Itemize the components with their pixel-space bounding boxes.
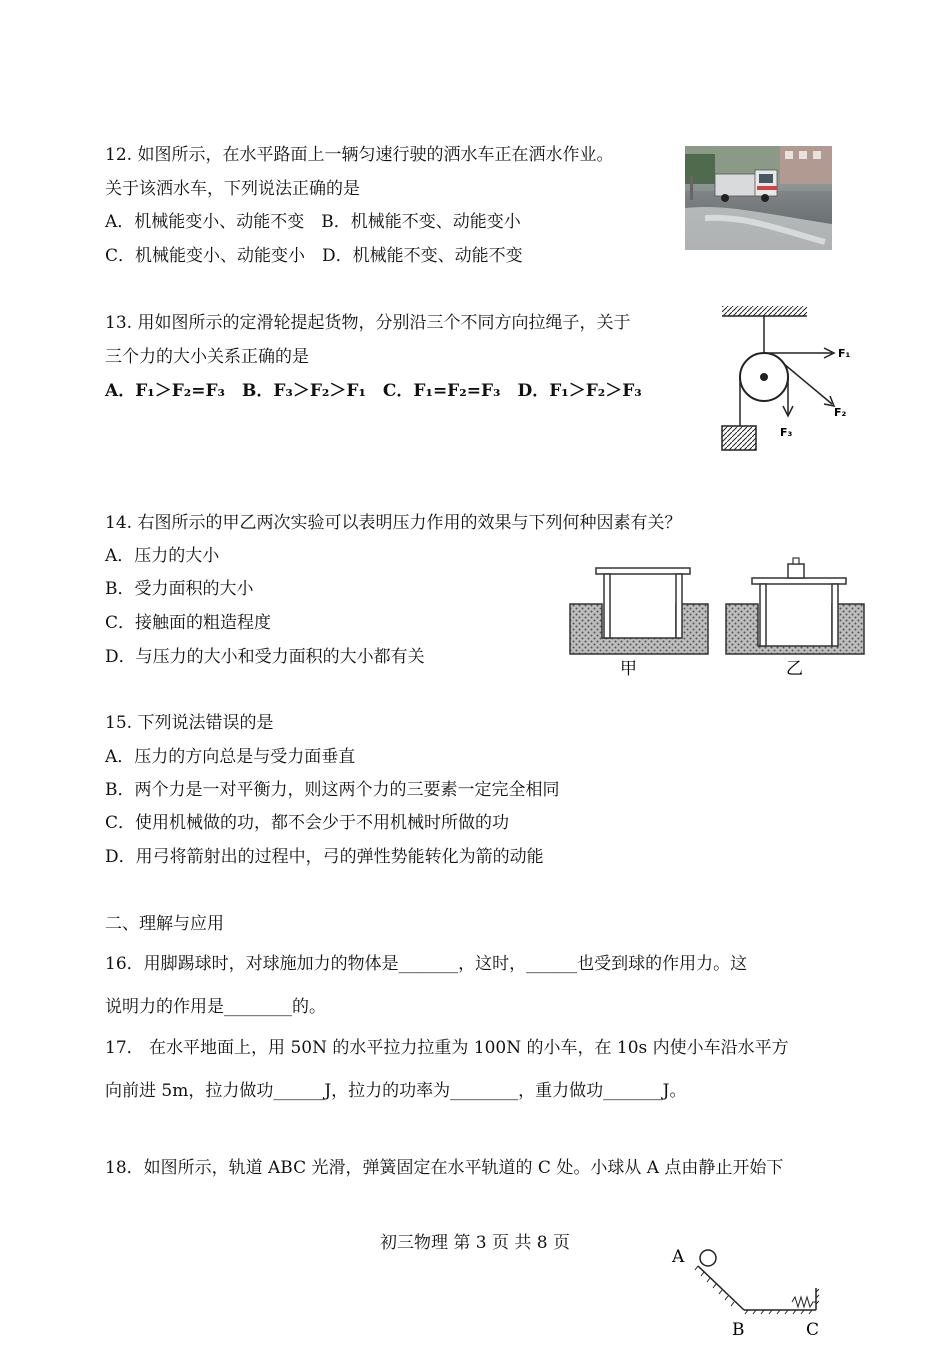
q14-option-c: C．接触面的粗造程度 (105, 613, 272, 633)
pulley-diagram (712, 302, 862, 452)
section-heading: 二、理解与应用 (105, 914, 224, 934)
track-abc-diagram (668, 1240, 830, 1342)
q17-line1: 17． 在水平地面上，用 50N 的水平拉力拉重为 100N 的小车，在 10s 内使小车沿水平方 (105, 1038, 789, 1058)
q15-option-a: A．压力的方向总是与受力面垂直 (105, 747, 356, 767)
label-c: C (806, 1320, 820, 1340)
q13-stem-line1: 13. 用如图所示的定滑轮提起货物，分别沿三个不同方向拉绳子，关于 (105, 313, 631, 333)
sprinkler-truck-photo (685, 146, 832, 250)
pressure-experiment-diagram (566, 550, 872, 680)
label-jia: 甲 (620, 659, 637, 679)
page-footer: 初三物理 第 3 页 共 8 页 (379, 1233, 571, 1253)
f3-label: F₃ (780, 426, 793, 439)
f1-label: F₁ (838, 347, 851, 360)
q16-line2: 说明力的作用是________的。 (105, 997, 326, 1017)
q15-stem: 15. 下列说法错误的是 (105, 713, 274, 733)
q12-stem-line1: 12. 如图所示，在水平路面上一辆匀速行驶的洒水车正在洒水作业。 (105, 145, 614, 165)
q14-option-d: D．与压力的大小和受力面积的大小都有关 (105, 647, 425, 667)
q12-options-cd: C．机械能变小、动能变小 D．机械能不变、动能不变 (105, 246, 523, 266)
q15-option-b: B．两个力是一对平衡力，则这两个力的三要素一定完全相同 (105, 780, 560, 800)
q14-stem: 14. 右图所示的甲乙两次实验可以表明压力作用的效果与下列何种因素有关？ (105, 513, 682, 533)
q14-option-a: A．压力的大小 (105, 546, 220, 566)
q15-option-c: C．使用机械做的功，都不会少于不用机械时所做的功 (105, 813, 510, 833)
q15-option-d: D．用弓将箭射出的过程中，弓的弹性势能转化为箭的动能 (105, 847, 544, 867)
q12-stem-line2: 关于该洒水车，下列说法正确的是 (105, 179, 360, 199)
q16-line1: 16．用脚踢球时，对球施加力的物体是_______，这时，______也受到球的作用力。这 (105, 954, 748, 974)
label-a: A (672, 1247, 685, 1267)
q18-line1: 18．如图所示，轨道 ABC 光滑，弹簧固定在水平轨道的 C 处。小球从 A 点由静止开始下 (105, 1158, 784, 1178)
q13-stem-line2: 三个力的大小关系正确的是 (105, 347, 309, 367)
label-b: B (732, 1320, 745, 1340)
q13-options: A．F₁＞F₂=F₃ B．F₃＞F₂＞F₁ C．F₁=F₂=F₃ D．F₁＞F₂＞F₃ (105, 381, 642, 401)
label-yi: 乙 (786, 659, 803, 679)
q17-line2: 向前进 5m，拉力做功______J，拉力的功率为________，重力做功_______J。 (105, 1081, 687, 1101)
f2-label: F₂ (834, 406, 847, 419)
q14-option-b: B．受力面积的大小 (105, 579, 254, 599)
q12-options-ab: A．机械能变小、动能不变 B．机械能不变、动能变小 (105, 212, 521, 232)
